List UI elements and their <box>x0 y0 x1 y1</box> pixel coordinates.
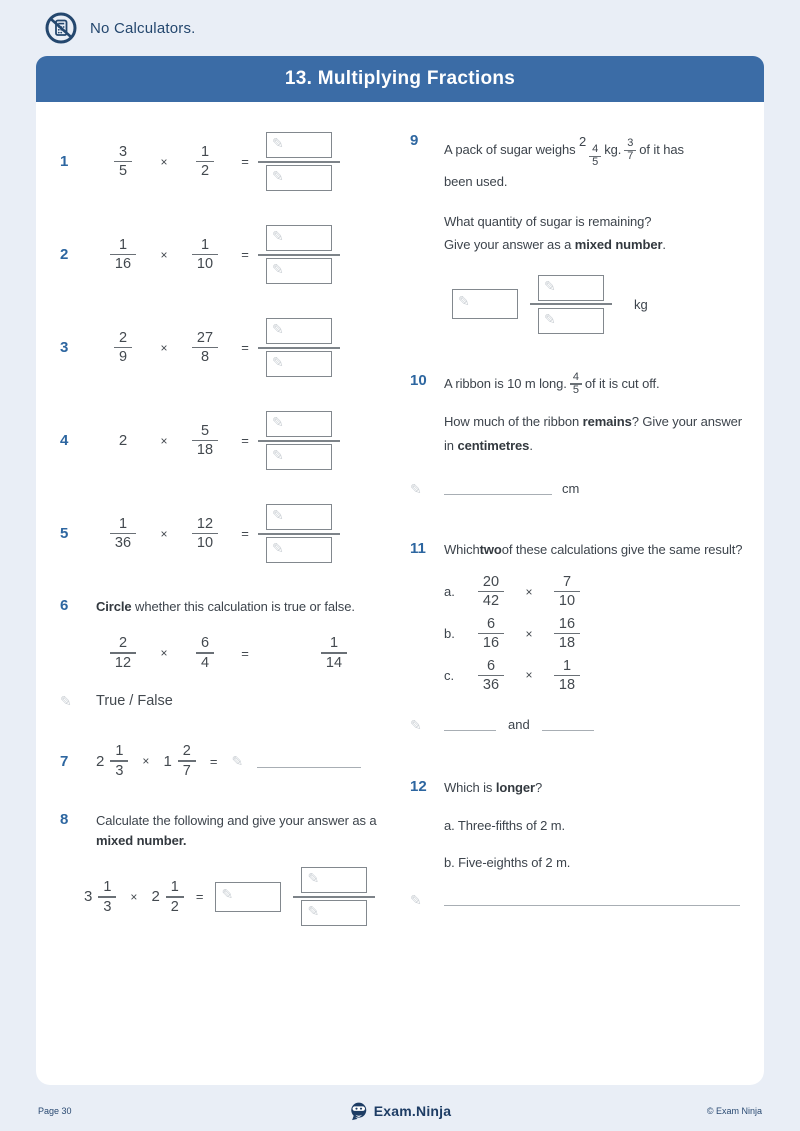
answer-fraction <box>293 867 375 926</box>
times-sign: × <box>160 247 168 262</box>
fraction: $\frac{16}{18}$ <box>554 616 580 652</box>
fraction: $\frac{1}{18}$ <box>554 658 580 694</box>
whole-number-answer-box[interactable] <box>452 289 518 319</box>
brand <box>349 1101 451 1121</box>
left-column <box>60 132 410 1055</box>
mixed-number: 2 $\frac{1}{3}$ <box>96 743 128 779</box>
question-1 <box>60 132 410 191</box>
equals-sign: = <box>195 889 204 905</box>
equals-sign: = <box>241 526 249 541</box>
mixed-number: 2 $\frac{4}{5}$ <box>576 132 605 168</box>
answer-blank[interactable] <box>444 482 552 495</box>
fraction: $\frac{1}{2}$ <box>196 144 214 180</box>
answer-blank[interactable] <box>444 718 496 731</box>
fraction: 4 5 <box>570 372 582 396</box>
question-11-answer <box>410 717 744 732</box>
fraction: $\frac{1}{36}$ <box>110 516 136 552</box>
fraction: $\frac{1}{2}$ <box>166 879 184 915</box>
equals-sign: = <box>209 753 218 769</box>
pencil-icon: ✎ <box>272 354 284 370</box>
option-b: b. $\frac{6}{16}$ × $\frac{16}{18}$ <box>444 616 744 652</box>
numerator-answer-box[interactable] <box>301 867 367 893</box>
page-footer <box>0 1090 800 1131</box>
question-2 <box>60 225 410 284</box>
pencil-icon: ✎ <box>272 321 284 337</box>
times-sign: × <box>142 754 150 769</box>
times-sign: × <box>160 646 168 661</box>
fraction-bar <box>258 347 340 349</box>
numerator-answer-box[interactable] <box>266 132 332 158</box>
question-6 <box>60 597 410 617</box>
question-8-calculation <box>84 867 410 926</box>
unit-label: cm <box>562 481 580 497</box>
question-6-calculation <box>96 635 410 671</box>
option-c: c. $\frac{6}{36}$ × $\frac{1}{18}$ <box>444 658 744 694</box>
unit-label: kg <box>634 296 648 312</box>
pencil-icon: ✎ <box>410 891 422 908</box>
answer-fraction <box>258 132 340 191</box>
equals-sign: = <box>241 433 249 448</box>
times-sign: × <box>160 340 168 355</box>
question-10-answer <box>410 481 744 496</box>
question-number: 7 <box>60 752 69 770</box>
fraction: $\frac{6}{4}$ <box>196 635 214 671</box>
mixed-number: 1 $\frac{2}{7}$ <box>163 743 195 779</box>
pencil-icon: ✎ <box>272 414 284 430</box>
times-sign: × <box>525 626 533 641</box>
denominator-answer-box[interactable] <box>266 351 332 377</box>
true-false-choice[interactable]: True / False <box>96 693 173 710</box>
question-text-line: been used. <box>444 174 508 190</box>
answer-blank[interactable] <box>542 718 594 731</box>
question-6-answer <box>60 693 410 709</box>
question-12 <box>410 778 744 877</box>
option-b: b. Five-eighths of 2 m. <box>444 855 571 871</box>
numerator-answer-box[interactable] <box>266 411 332 437</box>
equals-sign: = <box>241 247 249 262</box>
pencil-icon: ✎ <box>272 540 284 556</box>
fraction: $\frac{1}{3}$ <box>110 743 128 779</box>
fraction: $\frac{1}{14}$ <box>321 635 347 671</box>
question-number: 12 <box>410 778 427 796</box>
pencil-icon: ✎ <box>272 168 284 184</box>
pencil-icon: ✎ <box>307 903 320 920</box>
question-5 <box>60 504 410 563</box>
fraction-bar <box>258 533 340 535</box>
pencil-icon: ✎ <box>272 507 284 523</box>
pencil-icon: ✎ <box>544 310 556 327</box>
question-9-answer <box>452 275 744 334</box>
question-9 <box>410 132 744 334</box>
times-sign: × <box>130 889 138 904</box>
question-number: 2 <box>60 246 69 263</box>
fraction-bar <box>530 303 612 305</box>
fraction: $\frac{5}{18}$ <box>192 423 218 459</box>
pencil-icon: ✎ <box>231 753 244 770</box>
fraction: $\frac{6}{36}$ <box>478 658 504 694</box>
answer-fraction <box>258 225 340 284</box>
pencil-icon: ✎ <box>272 261 284 277</box>
numerator-answer-box[interactable] <box>266 504 332 530</box>
question-prompt: Calculate the following and give your answer as a mixed number. <box>96 813 377 849</box>
pencil-icon: ✎ <box>458 293 470 310</box>
times-sign: × <box>160 433 168 448</box>
fraction-bar <box>258 161 340 163</box>
denominator-answer-box[interactable] <box>266 258 332 284</box>
brand-name: Exam.Ninja <box>373 1102 452 1119</box>
question-8 <box>60 811 410 851</box>
question-number: 6 <box>60 597 69 614</box>
no-calculator-icon <box>44 11 78 45</box>
question-number: 3 <box>60 339 69 356</box>
topbar <box>0 0 800 56</box>
equals-sign: = <box>241 154 249 169</box>
times-sign: × <box>160 526 168 541</box>
denominator-answer-box[interactable] <box>266 165 332 191</box>
no-calculators-label: No Calculators. <box>90 19 196 37</box>
question-number: 10 <box>410 371 427 389</box>
equals-sign: = <box>241 340 249 355</box>
pencil-icon: ✎ <box>272 135 284 151</box>
question-10 <box>410 372 744 459</box>
question-12-answer <box>410 893 744 907</box>
page-title: 13. Multiplying Fractions <box>36 56 764 102</box>
question-text-line: What quantity of sugar is remaining? <box>444 213 652 229</box>
fraction: $\frac{6}{16}$ <box>478 616 504 652</box>
answer-blank[interactable] <box>257 755 361 768</box>
fraction: $\frac{7}{10}$ <box>554 574 580 610</box>
question-4 <box>60 411 410 470</box>
mixed-number: 2 $\frac{1}{2}$ <box>151 879 183 915</box>
fraction: $\frac{2}{7}$ <box>178 743 196 779</box>
question-text-line: How much of the ribbon remains? Give your answer <box>444 414 742 430</box>
pencil-icon: ✎ <box>307 870 320 887</box>
question-number: 9 <box>410 132 419 149</box>
fraction: $\frac{20}{42}$ <box>478 574 504 610</box>
whole-number: 2 <box>118 432 128 449</box>
question-number: 11 <box>410 540 426 558</box>
question-prompt: Which is longer? <box>444 780 543 796</box>
answer-fraction <box>258 318 340 377</box>
answer-fraction <box>530 275 612 334</box>
whole-number-answer-box[interactable] <box>215 882 281 912</box>
numerator-answer-box[interactable] <box>266 225 332 251</box>
numerator-answer-box[interactable] <box>538 275 604 301</box>
pencil-icon: ✎ <box>60 693 72 710</box>
denominator-answer-box[interactable] <box>301 900 367 926</box>
question-number: 1 <box>60 153 69 170</box>
fraction: $\frac{12}{10}$ <box>192 516 218 552</box>
fraction: $\frac{1}{10}$ <box>192 237 218 273</box>
pencil-icon: ✎ <box>544 277 556 294</box>
answer-fraction <box>258 411 340 470</box>
mixed-number: 3 $\frac{1}{3}$ <box>84 879 116 915</box>
denominator-answer-box[interactable] <box>266 537 332 563</box>
fraction: $\frac{2}{12}$ <box>110 635 136 671</box>
numerator-answer-box[interactable] <box>266 318 332 344</box>
denominator-answer-box[interactable] <box>538 308 604 334</box>
fraction-bar <box>258 440 340 442</box>
question-3 <box>60 318 410 377</box>
times-sign: × <box>525 668 533 683</box>
question-11 <box>410 540 744 699</box>
conjunction: and <box>508 717 530 733</box>
question-text-line: Give your answer as a mixed number. <box>444 237 666 253</box>
page-number: Page 30 <box>38 1105 72 1116</box>
answer-fraction <box>258 504 340 563</box>
pencil-icon: ✎ <box>272 228 284 244</box>
fraction-bar <box>258 254 340 256</box>
equals-sign: = <box>241 645 249 661</box>
answer-blank[interactable] <box>444 893 740 906</box>
option-a: a. Three-fifths of 2 m. <box>444 817 566 833</box>
pencil-icon: ✎ <box>410 480 422 497</box>
question-7 <box>60 743 410 779</box>
question-prompt: Which two of these calculations give the same result? <box>444 542 743 558</box>
fraction: $\frac{2}{9}$ <box>114 330 132 366</box>
ninja-logo-icon <box>349 1101 369 1121</box>
question-prompt: Circle whether this calculation is true or false. <box>96 599 355 614</box>
question-text-line: A ribbon is 10 m long. 4 5 of it is cut off. <box>444 370 660 396</box>
pencil-icon: ✎ <box>410 716 422 733</box>
worksheet-card <box>36 56 764 1085</box>
pencil-icon: ✎ <box>272 447 284 463</box>
fraction: $\frac{1}{16}$ <box>110 237 136 273</box>
copyright: © Exam Ninja <box>706 1105 762 1116</box>
fraction: $\frac{27}{8}$ <box>192 330 218 366</box>
right-column <box>410 132 744 1055</box>
pencil-icon: ✎ <box>221 885 234 902</box>
question-number: 8 <box>60 811 69 829</box>
question-number: 5 <box>60 525 69 542</box>
fraction-bar <box>293 896 375 898</box>
fraction: 3 7 <box>624 138 636 162</box>
denominator-answer-box[interactable] <box>266 444 332 470</box>
option-a: a. $\frac{20}{42}$ × $\frac{7}{10}$ <box>444 574 744 610</box>
fraction: $\frac{3}{5}$ <box>114 144 132 180</box>
question-text-line: A pack of sugar weighs 2 $\frac{4}{5}$ kg. 3 7 of it has <box>444 134 684 168</box>
fraction: $\frac{1}{3}$ <box>98 879 116 915</box>
times-sign: × <box>160 154 168 169</box>
question-number: 4 <box>60 432 69 449</box>
times-sign: × <box>525 584 533 599</box>
worksheet-content <box>36 102 764 1085</box>
question-text-line: in centimetres. <box>444 437 533 453</box>
